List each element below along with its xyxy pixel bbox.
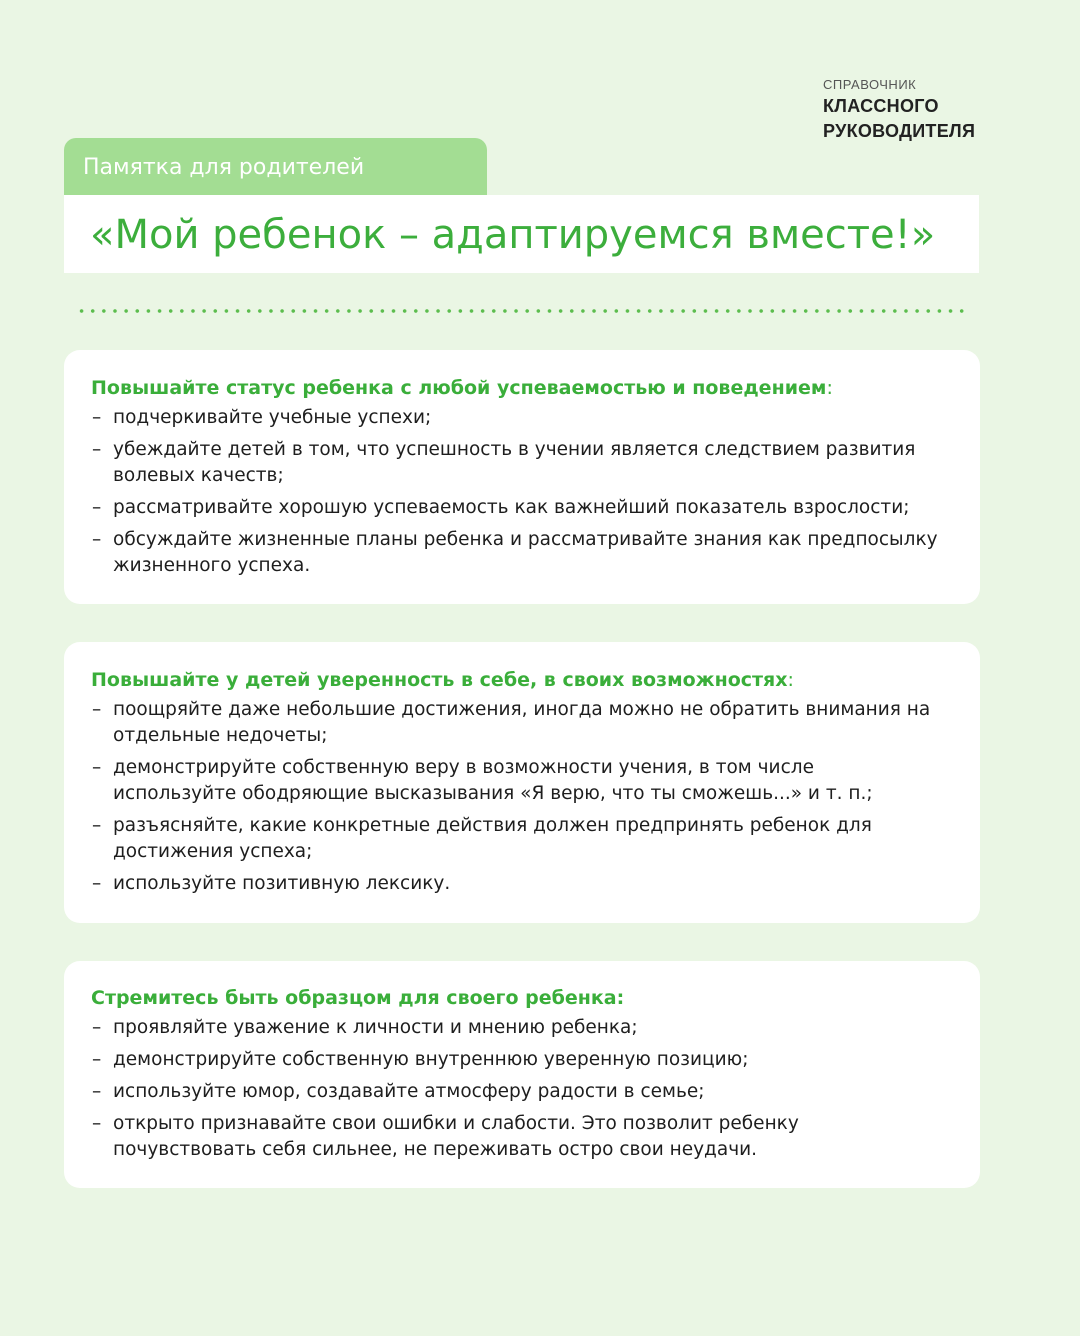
page-title: «Мой ребенок – адаптируемся вместе!» — [64, 195, 979, 273]
list-item: – используйте юмор, создавайте атмосферу радости в семье; — [91, 1079, 940, 1105]
list-item: – подчеркивайте учебные успехи; — [91, 405, 940, 431]
section-card-role-model — [64, 961, 980, 1188]
dash-bullet: – — [92, 815, 102, 836]
brand-line-1: КЛАССНОГО — [823, 96, 939, 116]
brand-block — [823, 76, 975, 144]
list-item: – демонстрируйте собственную веру в возможности учения, в том числе используйте ободряющие высказывания «Я верю, что ты сможешь...» и т. п.; — [92, 757, 873, 804]
dash-bullet: – — [92, 1049, 102, 1070]
list-item: – открыто признавайте свои ошибки и слабости. Это позволит ребенку почувствовать себя сильнее, не переживать остро свои неудачи. — [92, 1113, 799, 1160]
list-item: – разъясняйте, какие конкретные действия должен предпринять ребенок для достижения успеха; — [92, 815, 872, 862]
bullet-list — [91, 697, 940, 897]
bullet-list — [91, 1015, 940, 1163]
dash-bullet: – — [92, 1017, 102, 1038]
list-item: – поощряйте даже небольшие достижения, иногда можно не обратить внимания на отдельные недочеты; — [92, 699, 931, 746]
bullet-list — [91, 405, 940, 579]
section-heading: Стремитесь быть образцом для своего ребенка: — [91, 987, 625, 1009]
section-card-confidence — [64, 642, 980, 923]
dash-bullet: – — [92, 439, 102, 460]
section-heading: Повышайте статус ребенка с любой успеваемостью и поведением: — [91, 377, 833, 399]
section-card-status — [64, 350, 980, 604]
list-item: – рассматривайте хорошую успеваемость как важнейший показатель взрослости; — [91, 495, 940, 521]
section-heading: Повышайте у детей уверенность в себе, в своих возможностях: — [91, 669, 794, 691]
dash-bullet: – — [92, 1113, 102, 1134]
memo-tab-label: Памятка для родителей — [64, 138, 487, 196]
dash-bullet: – — [92, 497, 102, 518]
list-item: – проявляйте уважение к личности и мнению ребенка; — [91, 1015, 940, 1041]
list-item: – обсуждайте жизненные планы ребенка и рассматривайте знания как предпосылку жизненного успеха. — [92, 529, 938, 576]
list-item: – используйте позитивную лексику. — [91, 871, 940, 897]
dash-bullet: – — [92, 757, 102, 778]
list-item: – убеждайте детей в том, что успешность в учении является следствием развития волевых качеств; — [92, 439, 916, 486]
dash-bullet: – — [92, 407, 102, 428]
dotted-divider — [76, 308, 968, 314]
dash-bullet: – — [92, 1081, 102, 1102]
brand-subtitle: СПРАВОЧНИК — [823, 77, 917, 92]
list-item: – демонстрируйте собственную внутреннюю уверенную позицию; — [91, 1047, 940, 1073]
dash-bullet: – — [92, 873, 102, 894]
dash-bullet: – — [92, 699, 102, 720]
dash-bullet: – — [92, 529, 102, 550]
brand-line-2: РУКОВОДИТЕЛЯ — [823, 121, 976, 141]
